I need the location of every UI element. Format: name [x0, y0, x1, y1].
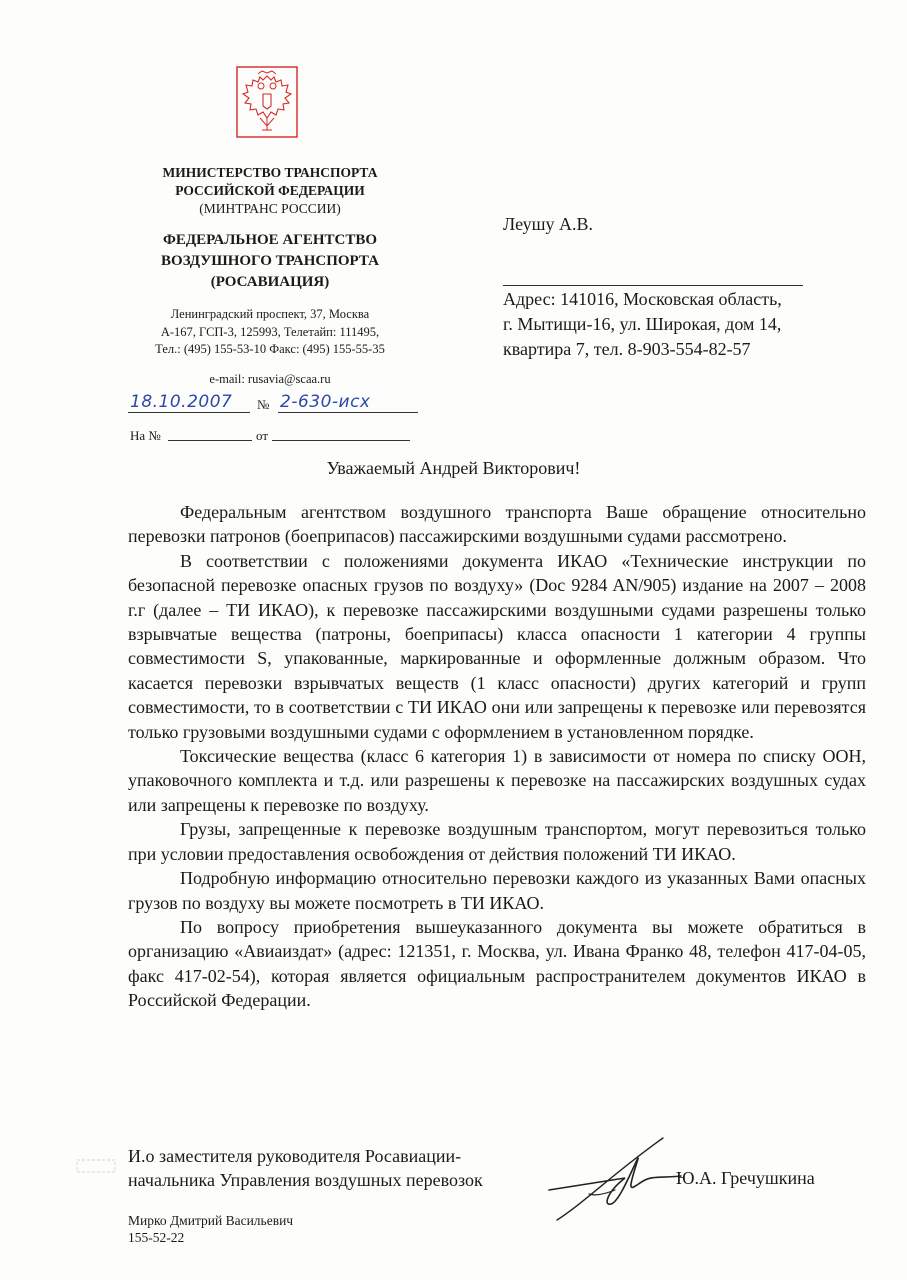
paragraph: Токсические вещества (класс 6 категория 1) в зависимости от номера по списку ООН, упаковочного комплекта и т.д. или разрешены к перевозке на пассажирских воздушных судах или запрещены к перевозке по воздуху. — [128, 746, 866, 815]
paragraph: Грузы, запрещенные к перевозке воздушным транспортом, могут перевозиться только при условии предоставления освобождения от действия положений ТИ ИКАО. — [128, 819, 866, 864]
number-label: № — [257, 397, 270, 412]
recipient-address — [503, 287, 863, 362]
signer-title — [128, 1144, 483, 1192]
agency-header — [120, 230, 420, 293]
recipient-address-line-1: Адрес: 141016, Московская область, — [503, 289, 782, 309]
executor-name: Мирко Дмитрий Васильевич — [128, 1213, 294, 1228]
paragraph: Подробную информацию относительно перевозки каждого из указанных Вами опасных грузов по воздуху вы можете посмотреть в ТИ ИКАО. — [128, 868, 866, 913]
signer-title-line-2: начальника Управления воздушных перевозок — [128, 1170, 483, 1190]
signer-title-line-1: И.о заместителя руководителя Росавиации- — [128, 1146, 462, 1166]
address-line-1: Ленинградский проспект, 37, Москва — [170, 307, 370, 321]
agency-email: e-mail: rusavia@scaa.ru — [209, 372, 331, 386]
agency-line-2: ВОЗДУШНОГО ТРАНСПОРТА — [161, 253, 379, 269]
ministry-line-2: РОССИЙСКОЙ ФЕДЕРАЦИИ — [175, 183, 365, 198]
letter-body — [128, 500, 866, 1013]
recipient-name: Леушу А.В. — [503, 214, 593, 234]
number-underline — [278, 412, 418, 413]
handwritten-signature — [545, 1132, 685, 1224]
agency-line-3: (РОСАВИАЦИЯ) — [210, 274, 330, 290]
ministry-header — [120, 164, 420, 218]
ministry-line-3: (МИНТРАНС РОССИИ) — [199, 201, 341, 216]
agency-address — [120, 306, 420, 359]
coat-of-arms-emblem — [236, 66, 298, 138]
salutation: Уважаемый Андрей Викторович! — [326, 458, 581, 478]
paragraph: В соответствии с положениями документа ИКАО «Технические инструкции по безопасной перевозке опасных грузов по воздуху» (Doc 9284 AN/905) издание на 2007 – 2008 г.г (далее – ТИ ИКАО), к перевозке пассажирскими воздушными судами разрешены только взрывчатые вещества (патроны, боеприпасы) класса опасности 1 категории 4 группы совместимости S, упакованные, маркированные и оформленные должным образом. Что касается перевозки взрывчатых веществ (1 класс опасности) других категорий и групп совместимости, то в соответствии с ТИ ИКАО они или запрещены к перевозке или перевозятся только грузовыми воздушными судами с оформлением в установленном порядке. — [128, 550, 866, 742]
address-line-3: Тел.: (495) 155-53-10 Факс: (495) 155-55-35 — [155, 342, 385, 356]
signer-name: Ю.А. Гречушкина — [676, 1168, 815, 1188]
faded-stamp-mark — [76, 1158, 116, 1174]
incoming-from-label: от — [256, 428, 269, 443]
ministry-line-1: МИНИСТЕРСТВО ТРАНСПОРТА — [162, 165, 378, 180]
agency-line-1: ФЕДЕРАЛЬНОЕ АГЕНТСТВО — [162, 232, 378, 248]
outgoing-date: 18.10.2007 — [130, 392, 233, 412]
executor-info — [128, 1212, 293, 1246]
outgoing-number: 2-630-исх — [280, 392, 371, 412]
incoming-number-line — [168, 440, 252, 441]
recipient-address-line-3: квартира 7, тел. 8-903-554-82-57 — [503, 339, 751, 359]
recipient-divider — [503, 285, 803, 286]
incoming-date-line — [272, 440, 410, 441]
address-line-2: А-167, ГСП-3, 125993, Телетайп: 111495, — [160, 324, 380, 339]
paragraph: По вопросу приобретения вышеуказанного документа вы можете обратиться в организацию «Авиаиздат» (адрес: 121351, г. Москва, ул. Ивана Франко 48, телефон 417-04-05, факс 417-02-54), которая является официальным распространителем документов ИКАО в Российской Федерации. — [128, 916, 866, 1011]
incoming-number-label: На № — [130, 428, 161, 443]
outgoing-reference — [128, 392, 428, 416]
date-underline — [128, 412, 250, 413]
incoming-reference — [130, 428, 420, 444]
recipient-address-line-2: г. Мытищи-16, ул. Широкая, дом 14, — [503, 314, 782, 334]
paragraph: Федеральным агентством воздушного транспорта Ваше обращение относительно перевозки патронов (боеприпасов) пассажирскими воздушными судами рассмотрено. — [128, 502, 866, 547]
executor-phone: 155-52-22 — [128, 1230, 185, 1245]
